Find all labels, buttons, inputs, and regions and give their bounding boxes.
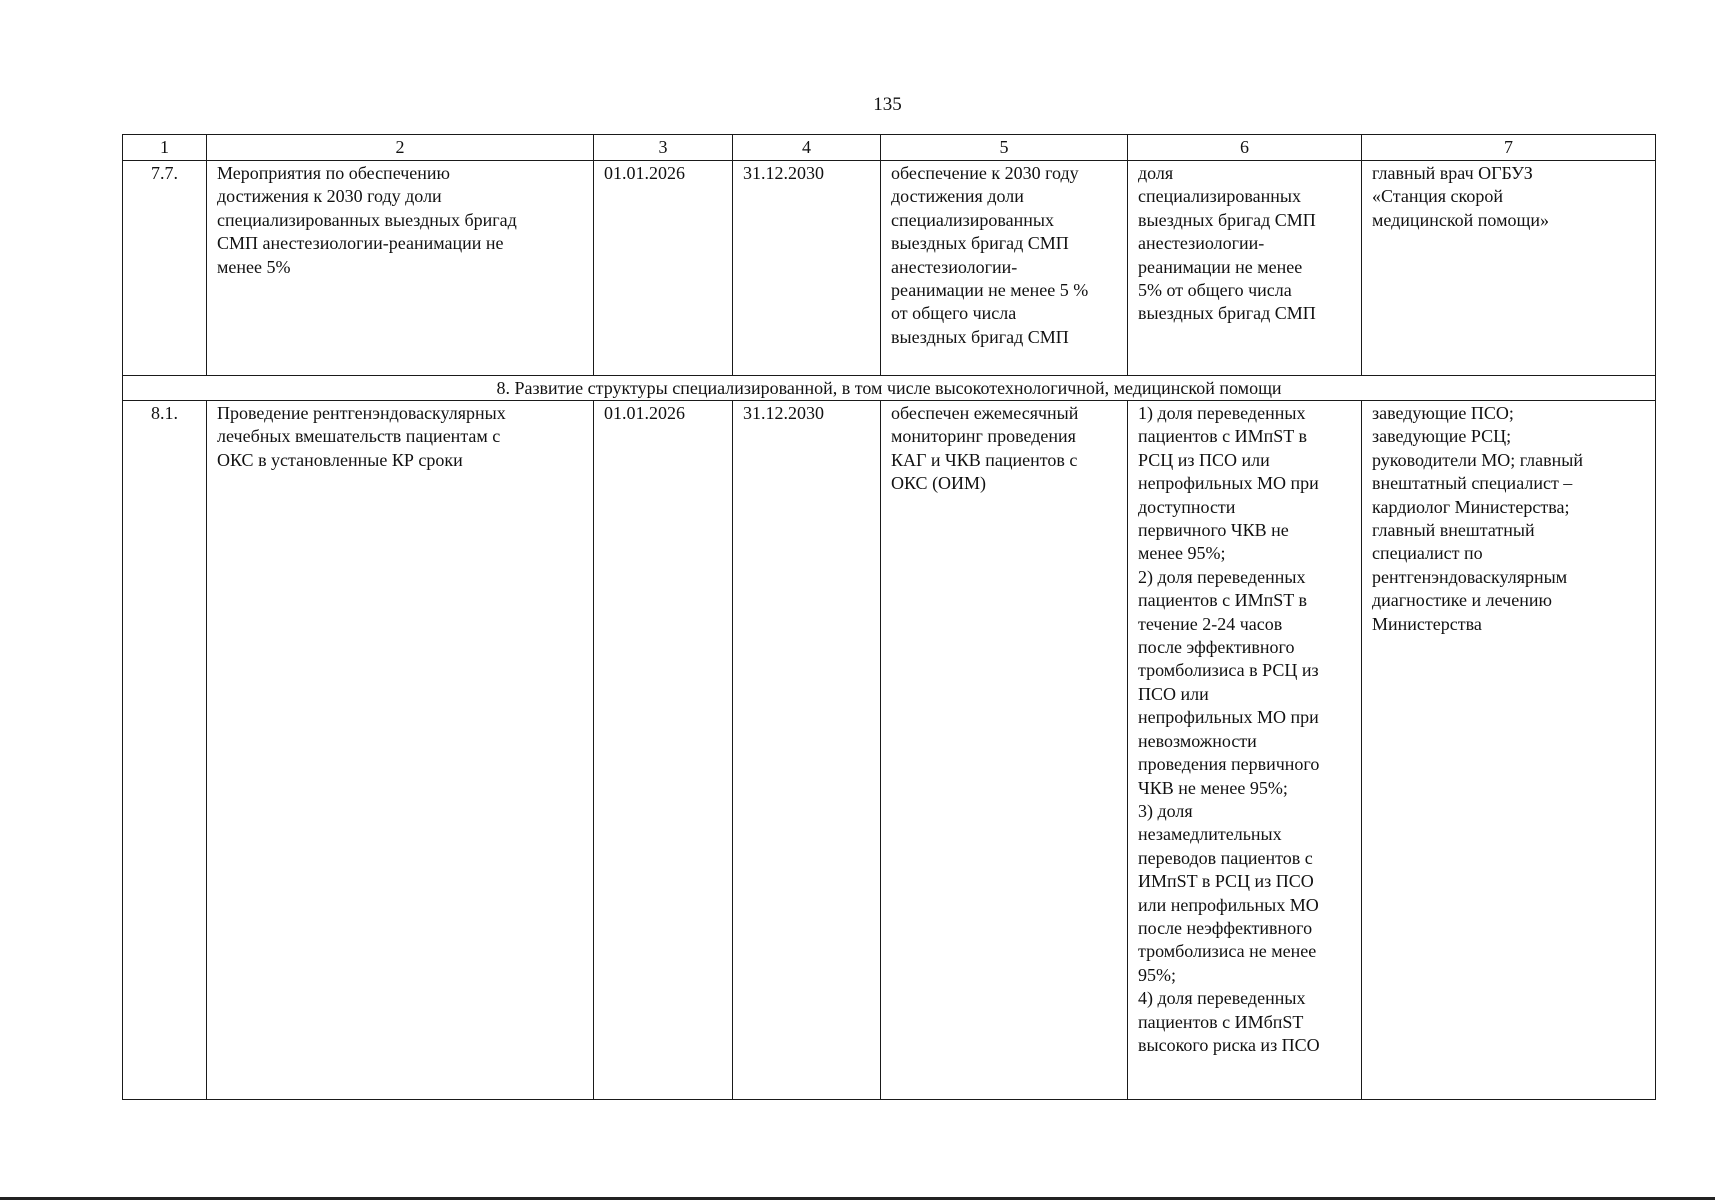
text-line: ЧКВ не менее 95%;: [1138, 777, 1288, 798]
responsible: [1362, 161, 1656, 376]
column-number-row: [123, 135, 1656, 161]
column-number: 2: [207, 135, 594, 161]
row-number: 7.7.: [123, 161, 207, 376]
row-number: 8.1.: [123, 401, 207, 1100]
text-line: специализированных: [1138, 186, 1301, 207]
indicator: [1128, 161, 1362, 376]
text-line: первичного ЧКВ не: [1138, 520, 1289, 541]
text-line: 4) доля переведенных: [1138, 988, 1306, 1009]
start-date: 01.01.2026: [594, 161, 733, 376]
text-line: рентгенэндоваскулярным: [1372, 566, 1568, 587]
column-number: 3: [594, 135, 733, 161]
text-line: течение 2-24 часов: [1138, 613, 1283, 634]
section-heading-row: [123, 376, 1656, 401]
measure-description: [207, 161, 594, 376]
text-line: менее 95%;: [1138, 543, 1226, 564]
text-line: 5% от общего числа: [1138, 280, 1292, 301]
text-line: заведующие РСЦ;: [1372, 426, 1512, 447]
text-line: доля: [1138, 163, 1174, 183]
text-line: выездных бригад СМП: [1138, 209, 1316, 230]
text-line: кардиолог Министерства;: [1372, 496, 1570, 517]
text-line: СМП анестезиологии-реанимации не: [217, 233, 504, 254]
table-row: [123, 401, 1656, 1100]
text-line: специализированных: [891, 209, 1054, 230]
text-line: мониторинг проведения: [891, 426, 1076, 447]
text-line: специализированных выездных бригад: [217, 209, 517, 230]
start-date: 01.01.2026: [594, 401, 733, 1100]
measure-description: [207, 401, 594, 1100]
page-number: 135: [873, 94, 902, 115]
text-line: ОКС в установленные КР сроки: [217, 449, 463, 470]
text-line: незамедлительных: [1138, 824, 1282, 845]
end-date: 31.12.2030: [733, 401, 881, 1100]
text-line: ПСО или: [1138, 683, 1209, 704]
column-number: 6: [1128, 135, 1362, 161]
text-line: РСЦ из ПСО или: [1138, 449, 1270, 470]
column-number: 1: [123, 135, 207, 161]
text-line: 95%;: [1138, 964, 1176, 985]
text-line: выездных бригад СМП: [1138, 303, 1316, 324]
text-line: после неэффективного: [1138, 917, 1313, 938]
text-line: «Станция скорой: [1372, 186, 1503, 207]
expected-result: [881, 401, 1128, 1100]
text-line: главный внештатный: [1372, 520, 1535, 541]
text-line: 1) доля переведенных: [1138, 403, 1306, 423]
text-line: ОКС (ОИМ): [891, 473, 987, 494]
text-line: 2) доля переведенных: [1138, 566, 1306, 587]
text-line: реанимации не менее: [1138, 256, 1303, 277]
text-line: руководители МО; главный: [1372, 449, 1584, 470]
column-number: 5: [881, 135, 1128, 161]
text-line: обеспечение к 2030 году: [891, 163, 1079, 183]
text-line: выездных бригад СМП: [891, 326, 1069, 347]
text-line: тромболизиса не менее: [1138, 941, 1317, 962]
text-line: диагностике и лечению: [1372, 590, 1552, 611]
section-title: 8. Развитие структуры специализированной, в том числе высокотехнологичной, медицинской помощи: [123, 376, 1656, 401]
text-line: главный врач ОГБУЗ: [1372, 163, 1533, 183]
text-line: обеспечен ежемесячный: [891, 403, 1079, 423]
text-line: реанимации не менее 5 %: [891, 280, 1089, 301]
text-line: медицинской помощи»: [1372, 209, 1549, 230]
text-line: 3) доля: [1138, 800, 1193, 821]
text-line: непрофильных МО при: [1138, 707, 1319, 728]
text-line: после эффективного: [1138, 637, 1295, 658]
text-line: достижения к 2030 году доли: [217, 186, 442, 207]
text-line: проведения первичного: [1138, 754, 1320, 775]
column-number: 4: [733, 135, 881, 161]
text-line: Мероприятия по обеспечению: [217, 163, 450, 183]
text-line: непрофильных МО при: [1138, 473, 1319, 494]
text-line: невозможности: [1138, 730, 1257, 751]
text-line: заведующие ПСО;: [1372, 403, 1514, 423]
text-line: ИМпST в РСЦ из ПСО: [1138, 871, 1314, 892]
text-line: внештатный специалист –: [1372, 473, 1573, 494]
text-line: пациентов с ИМбпST: [1138, 1011, 1304, 1032]
text-line: высокого риска из ПСО: [1138, 1034, 1320, 1055]
column-number: 7: [1362, 135, 1656, 161]
measures-table: [122, 134, 1656, 1100]
text-line: лечебных вмешательств пациентам с: [217, 426, 501, 447]
indicator: [1128, 401, 1362, 1100]
responsible: [1362, 401, 1656, 1100]
text-line: Проведение рентгенэндоваскулярных: [217, 403, 506, 423]
text-line: достижения доли: [891, 186, 1024, 207]
text-line: анестезиологии-: [1138, 233, 1265, 254]
text-line: КАГ и ЧКВ пациентов с: [891, 449, 1078, 470]
text-line: переводов пациентов с: [1138, 847, 1313, 868]
text-line: анестезиологии-: [891, 256, 1018, 277]
text-line: пациентов с ИМпST в: [1138, 590, 1307, 611]
text-line: от общего числа: [891, 303, 1017, 324]
end-date: 31.12.2030: [733, 161, 881, 376]
text-line: доступности: [1138, 496, 1236, 517]
text-line: менее 5%: [217, 256, 291, 277]
text-line: тромболизиса в РСЦ из: [1138, 660, 1319, 681]
table-row: [123, 161, 1656, 376]
text-line: Министерства: [1372, 613, 1482, 634]
text-line: специалист по: [1372, 543, 1483, 564]
text-line: выездных бригад СМП: [891, 233, 1069, 254]
text-line: или непрофильных МО: [1138, 894, 1319, 915]
text-line: пациентов с ИМпST в: [1138, 426, 1307, 447]
expected-result: [881, 161, 1128, 376]
